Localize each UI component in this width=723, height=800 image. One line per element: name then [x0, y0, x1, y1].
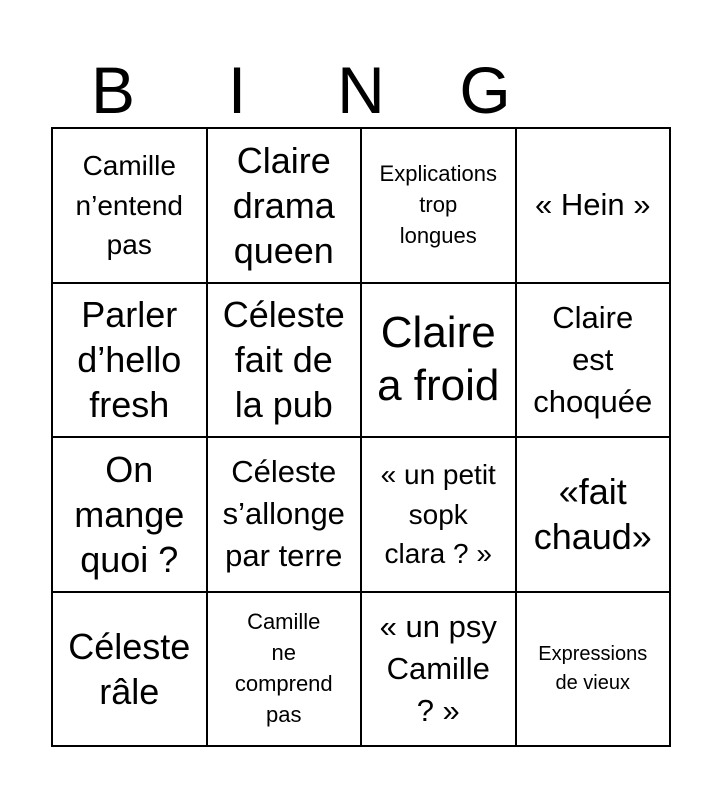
- header-letter-g: G: [459, 53, 511, 127]
- header-letter-b: B: [90, 53, 136, 127]
- bingo-cell-8[interactable]: [517, 284, 672, 439]
- bingo-cell-2[interactable]: [208, 129, 363, 284]
- cell-text: « un petit sopk clara ? »: [380, 459, 496, 569]
- bingo-cell-10[interactable]: [208, 438, 363, 593]
- cell-text: Camille ne comprend pas: [234, 609, 333, 727]
- cell-text: Expressions de vieux: [538, 642, 648, 694]
- bingo-cell-6[interactable]: [208, 284, 363, 439]
- header-letter-n: N: [337, 53, 385, 127]
- bingo-header: [51, 52, 671, 128]
- cell-text: Claire est choquée: [533, 299, 653, 419]
- bingo-cell-13[interactable]: [53, 593, 208, 748]
- cell-text: Céleste fait de la pub: [222, 294, 345, 426]
- cell-text: Claire drama queen: [232, 139, 335, 271]
- cell-text: Parler d’hello fresh: [77, 294, 182, 426]
- cell-text: Claire a froid: [377, 307, 500, 410]
- cell-text: Explications trop longues: [379, 161, 497, 248]
- cell-text: « un psy Camille ? »: [379, 608, 497, 728]
- cell-text: Camille n’entend pas: [75, 150, 183, 260]
- bingo-cell-5[interactable]: [53, 284, 208, 439]
- bingo-cell-15[interactable]: [362, 593, 517, 748]
- cell-text: Céleste s’allonge par terre: [222, 454, 345, 574]
- bingo-cell-3[interactable]: [362, 129, 517, 284]
- bingo-cell-16[interactable]: [517, 593, 672, 748]
- bingo-cell-12[interactable]: [517, 438, 672, 593]
- cell-text: Céleste râle: [68, 625, 191, 712]
- bingo-cell-11[interactable]: [362, 438, 517, 593]
- cell-text: «fait chaud»: [533, 471, 652, 558]
- bingo-cell-1[interactable]: [53, 129, 208, 284]
- bingo-board: [51, 127, 671, 747]
- cell-text: « Hein »: [535, 187, 651, 223]
- header-letter-i: I: [227, 53, 247, 127]
- bingo-cell-7[interactable]: [362, 284, 517, 439]
- cell-text: On mange quoi ?: [74, 448, 185, 580]
- bingo-cell-4[interactable]: [517, 129, 672, 284]
- bingo-cell-14[interactable]: [208, 593, 363, 748]
- bingo-cell-9[interactable]: [53, 438, 208, 593]
